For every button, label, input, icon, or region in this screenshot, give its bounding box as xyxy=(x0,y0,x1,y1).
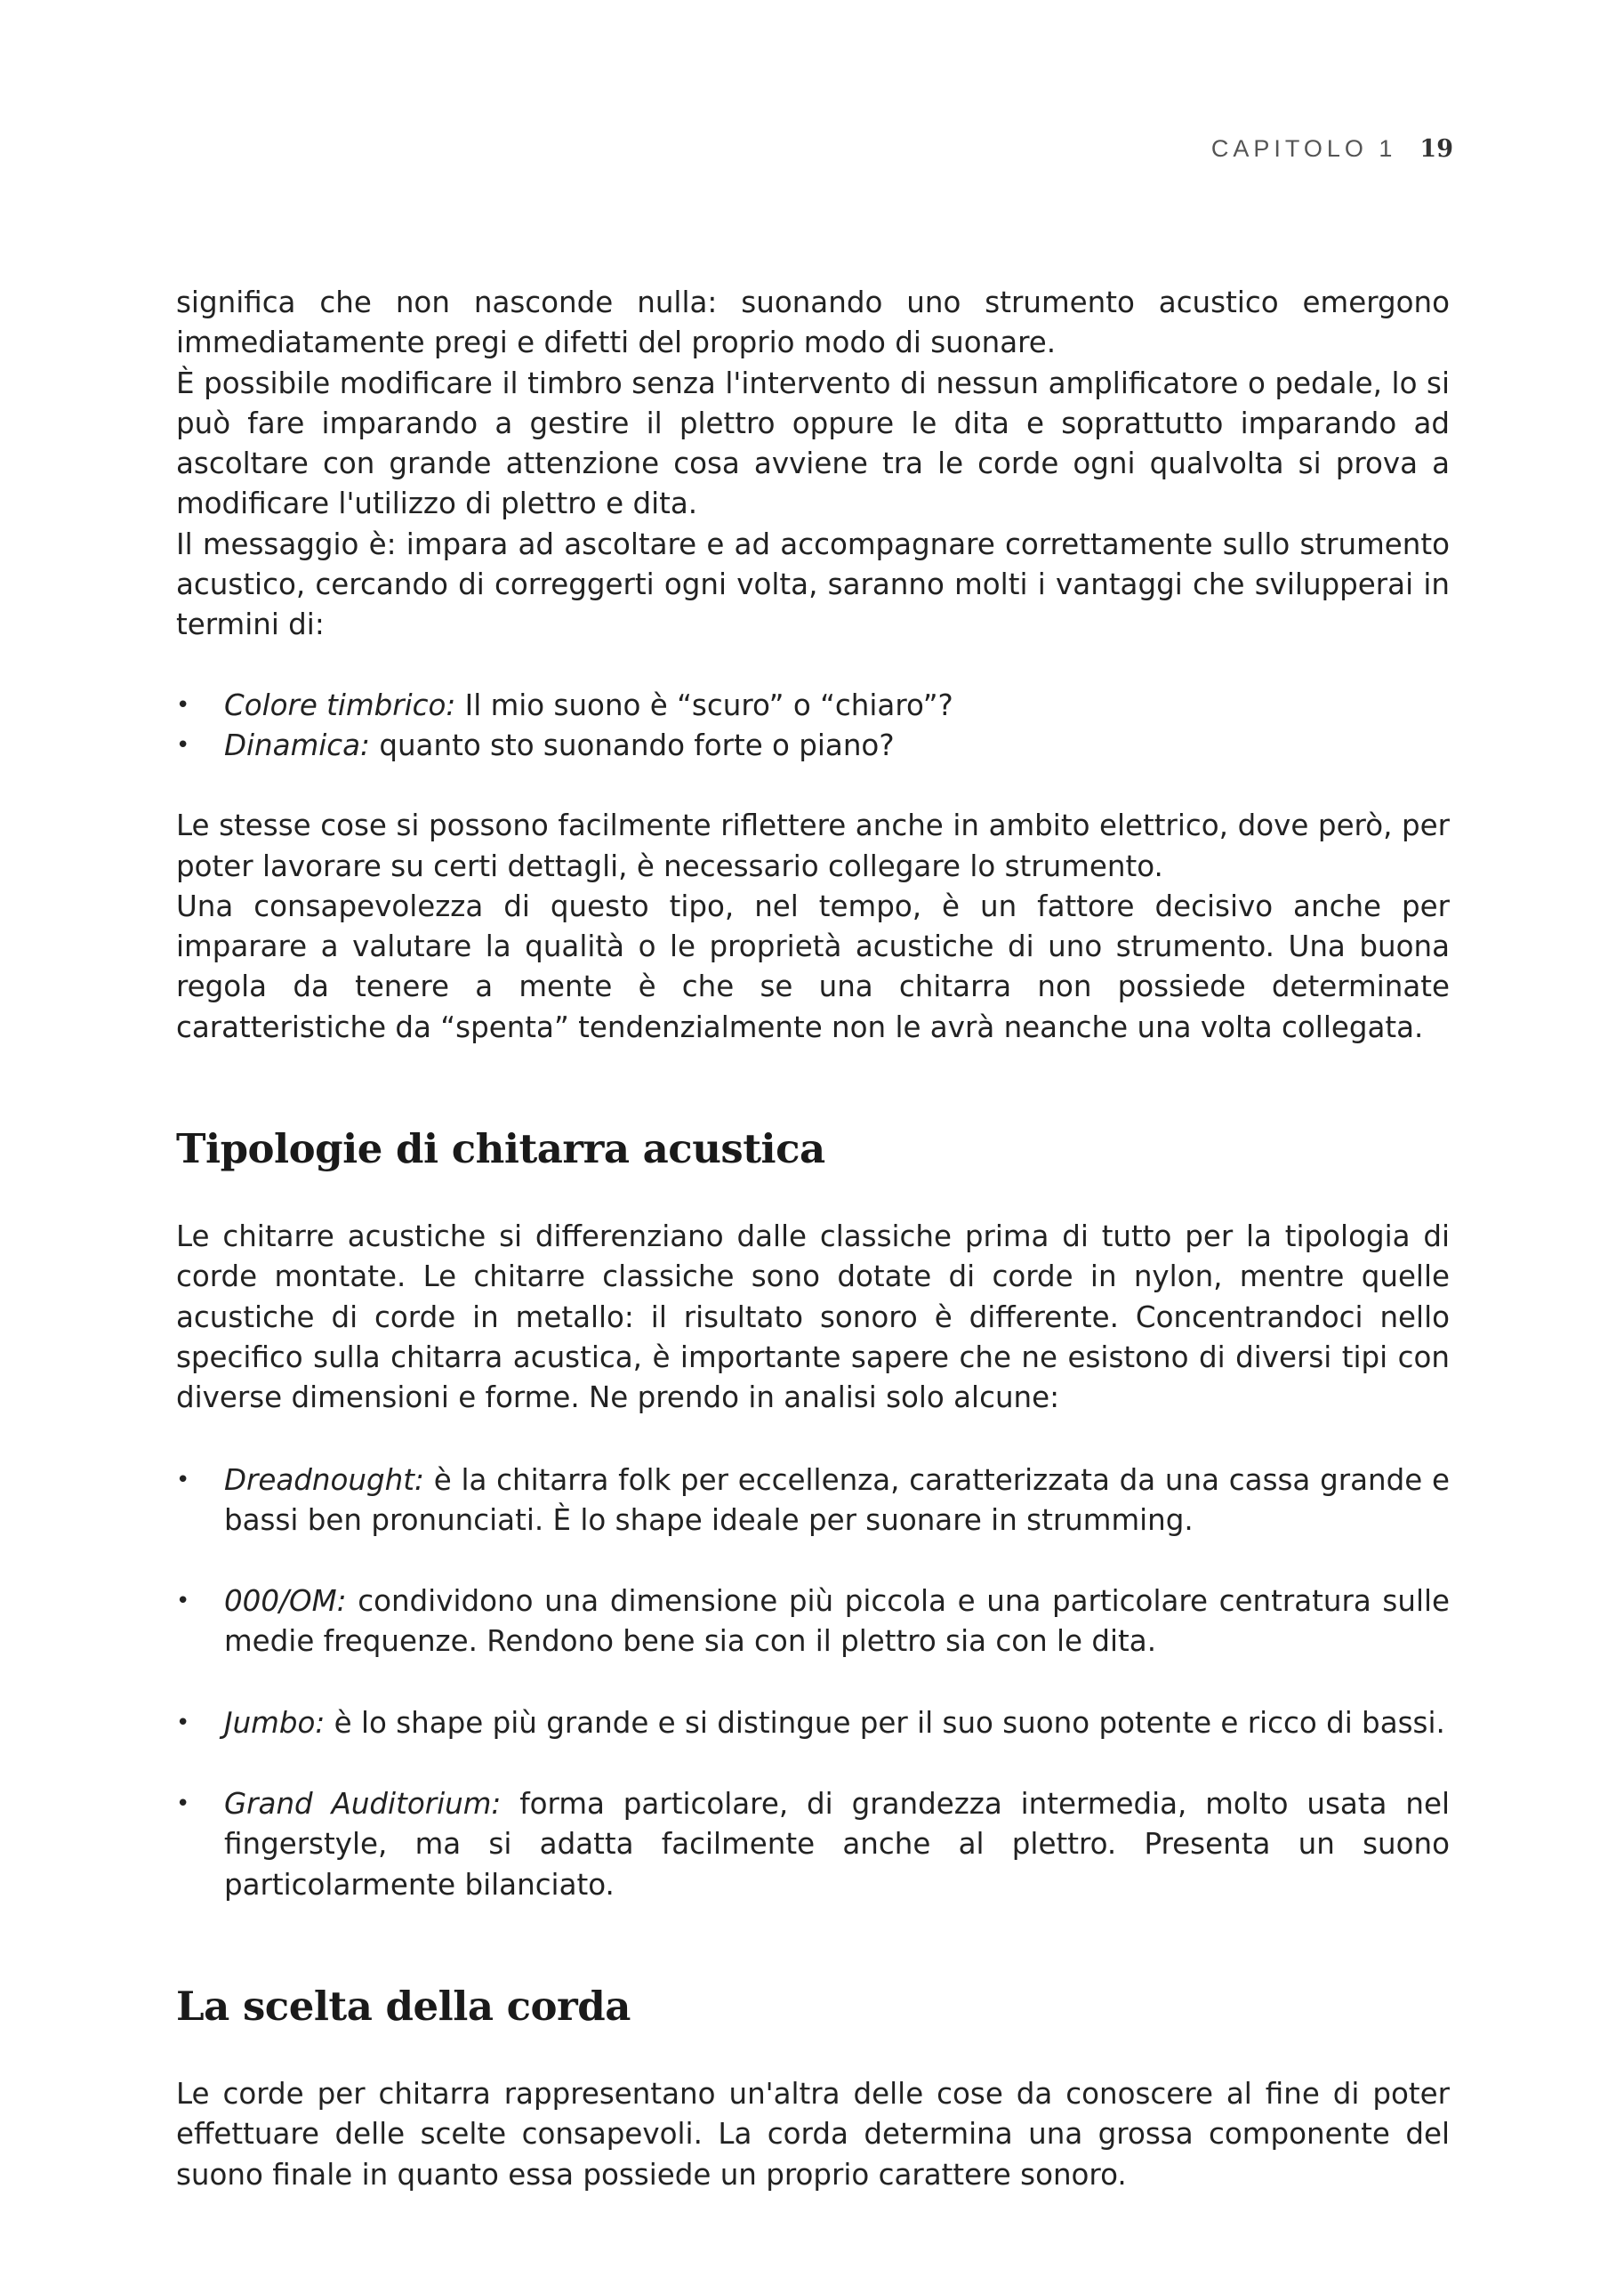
section-heading: Tipologie di chitarra acustica xyxy=(176,1125,825,1173)
chapter-label: CAPITOLO 1 xyxy=(1210,135,1397,162)
bullet-icon: • xyxy=(176,691,190,719)
list-item-term: Colore timbrico: xyxy=(224,688,456,722)
list-item-text: condividono una dimensione più piccola e una particolare centratura sulle medie frequenze. Rendono bene sia con il plettro sia con le dita. xyxy=(224,1584,1450,1659)
bullet-list-timbre xyxy=(176,686,1450,767)
page-number: 19 xyxy=(1419,135,1453,163)
paragraph: Il messaggio è: impara ad ascoltare e ad accompagnare correttamente sullo strumento acustico, cercando di correggerti ogni volta, saranno molti i vantaggi che svilupperai in termini di: xyxy=(176,527,1450,642)
list-item-text: è la chitarra folk per eccellenza, caratterizzata da una cassa grande e bassi ben pronunciati. È lo shape ideale per suonare in strumming. xyxy=(224,1462,1450,1537)
list-item-term: Dreadnought: xyxy=(224,1462,424,1497)
bullet-icon: • xyxy=(176,1709,190,1736)
bullet-list-guitar-types xyxy=(176,1460,1450,1905)
paragraph: Le corde per chitarra rappresentano un'altra delle cose da conoscere al fine di poter effettuare delle scelte consapevoli. La corda determina una grossa componente del suono finale in quanto essa possiede un proprio carattere sonoro. xyxy=(176,2076,1450,2192)
bullet-icon: • xyxy=(176,1790,190,1818)
list-item-text: è lo shape più grande e si distingue per il suo suono potente e ricco di bassi. xyxy=(325,1705,1445,1740)
list-item-term: Grand Auditorium: xyxy=(224,1787,502,1822)
paragraph: È possibile modificare il timbro senza l'intervento di nessun amplificatore o pedale, lo si può fare imparando a gestire il plettro oppure le dita e soprattutto imparando ad ascoltare con grande attenzione cosa avviene tra le corde ogni qualvolta si prova a modificare l'utilizzo di plettro e dita. xyxy=(176,366,1450,521)
paragraph: Le stesse cose si possono facilmente riflettere anche in ambito elettrico, dove però, per poter lavorare su certi dettagli, è necessario collegare lo strumento. xyxy=(176,809,1450,883)
list-item xyxy=(176,686,1450,726)
list-item-text: forma particolare, di grandezza intermedia, molto usata nel fingerstyle, ma si adatta facilmente anche al plettro. Presenta un suono particolarmente bilanciato. xyxy=(224,1787,1450,1902)
body-text xyxy=(176,283,1450,2195)
list-item-term: Jumbo: xyxy=(224,1705,326,1740)
list-item xyxy=(176,1703,1450,1743)
list-item-term: 000/OM: xyxy=(224,1584,347,1619)
list-item xyxy=(176,1460,1450,1541)
running-head xyxy=(1211,135,1453,163)
section-heading: La scelta della corda xyxy=(176,1982,631,2030)
list-item-text: quanto sto suonando forte o piano? xyxy=(370,728,895,762)
bullet-icon: • xyxy=(176,731,190,759)
paragraph: Una consapevolezza di questo tipo, nel tempo, è un fattore decisivo anche per imparare a valutare la qualità o le proprietà acustiche di uno strumento. Una buona regola da tenere a mente è che se una chitarra non possiede determinate caratteristiche da “spenta” tendenzialmente non le avrà neanche una volta collegata. xyxy=(176,889,1450,1044)
list-item xyxy=(176,1784,1450,1905)
paragraph: significa che non nasconde nulla: suonando uno strumento acustico emergono immediatamente pregi e difetti del proprio modo di suonare. xyxy=(176,286,1450,360)
bullet-icon: • xyxy=(176,1588,190,1615)
list-item xyxy=(176,726,1450,766)
paragraph: Le chitarre acustiche si differenziano dalle classiche prima di tutto per la tipologia di corde montate. Le chitarre classiche sono dotate di corde in nylon, mentre quelle acustiche di corde in metallo: il risultato sonoro è differente. Concentrandoci nello specifico sulla chitarra acustica, è importante sapere che ne esistono di diversi tipi con diverse dimensioni e forme. Ne prendo in analisi solo alcune: xyxy=(176,1219,1450,1415)
list-item xyxy=(176,1581,1450,1662)
list-item-term: Dinamica: xyxy=(224,728,370,762)
bullet-icon: • xyxy=(176,1466,190,1493)
list-item-text: Il mio suono è “scuro” o “chiaro”? xyxy=(455,688,953,722)
